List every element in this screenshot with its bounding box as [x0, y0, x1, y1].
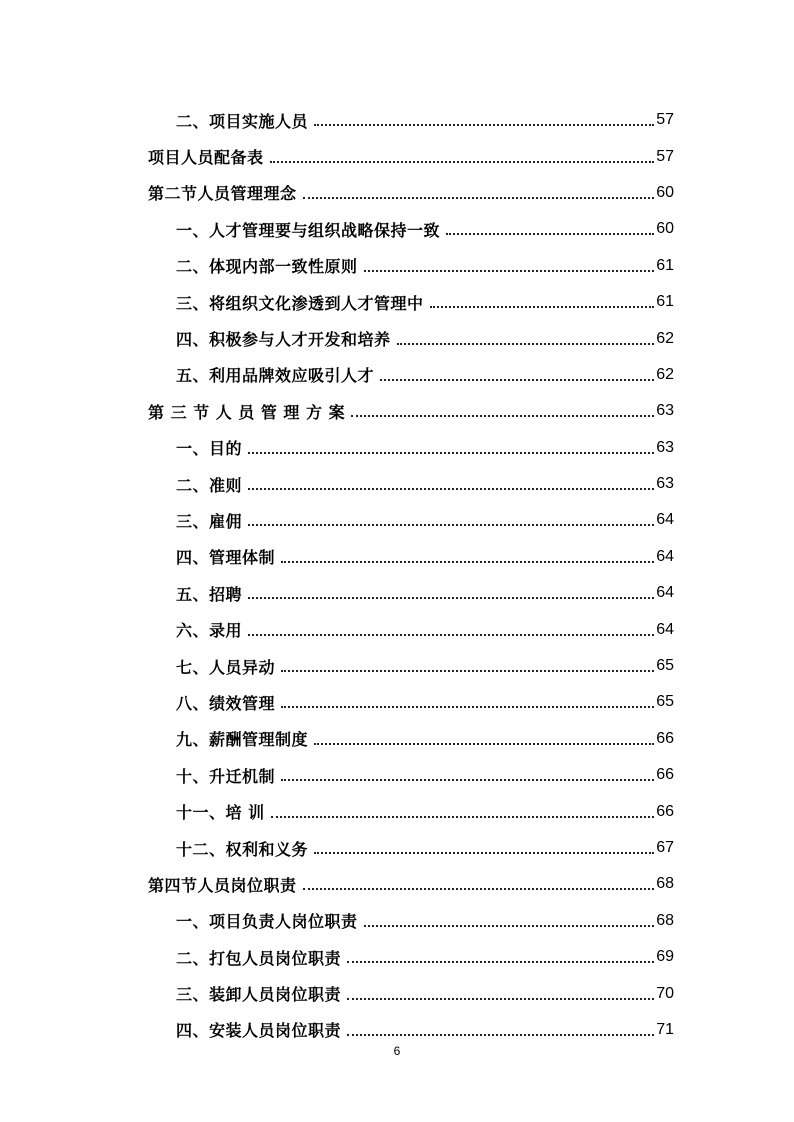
toc-entry-page: 64 [656, 547, 674, 565]
dot-leader [351, 415, 654, 417]
toc-entry-title: 第四节人员岗位职责 [148, 875, 297, 895]
toc-entry[interactable] [148, 357, 674, 393]
toc-entry-title: 第 三 节 人 员 管 理 方 案 [148, 402, 346, 422]
toc-entry-page: 66 [656, 729, 674, 747]
toc-entry-title: 二、项目实施人员 [176, 111, 309, 131]
toc-entry-page: 66 [656, 766, 674, 784]
dot-leader [380, 379, 654, 381]
toc-entry[interactable] [148, 430, 674, 466]
toc-entry[interactable] [148, 138, 674, 174]
toc-entry-title: 十二、权利和义务 [176, 839, 309, 859]
toc-entry-page: 65 [656, 657, 674, 675]
dot-leader [281, 706, 654, 708]
dot-leader [347, 998, 654, 1000]
toc-entry-page: 57 [656, 147, 674, 165]
toc-entry-page: 66 [656, 802, 674, 820]
dot-leader [347, 961, 654, 963]
toc-entry-title: 三、将组织文化渗透到人才管理中 [176, 293, 424, 313]
toc-entry[interactable] [148, 211, 674, 247]
toc-entry-title: 十、升迁机制 [176, 766, 276, 786]
toc-entry-page: 62 [656, 365, 674, 383]
toc-entry-page: 63 [656, 402, 674, 420]
toc-entry[interactable] [148, 575, 674, 611]
dot-leader [303, 197, 655, 199]
dot-leader [248, 488, 654, 490]
toc-entry-title: 二、准则 [176, 475, 243, 495]
toc-entry-title: 八、绩效管理 [176, 693, 276, 713]
dot-leader [281, 561, 654, 563]
toc-entry-page: 61 [656, 256, 674, 274]
toc-entry[interactable] [148, 793, 674, 829]
toc-entry[interactable] [148, 684, 674, 720]
toc-entry-page: 57 [656, 111, 674, 129]
dot-leader [430, 306, 655, 308]
dot-leader [303, 888, 655, 890]
toc-entry[interactable] [148, 757, 674, 793]
toc-entry-title: 项目人员配备表 [148, 148, 264, 168]
dot-leader [248, 634, 654, 636]
toc-entry[interactable] [148, 539, 674, 575]
toc-entry-page: 60 [656, 220, 674, 238]
toc-entry-title: 一、人才管理要与组织战略保持一致 [176, 220, 441, 240]
dot-leader [248, 524, 654, 526]
toc-entry[interactable] [148, 284, 674, 320]
toc-entry-page: 68 [656, 911, 674, 929]
dot-leader [446, 233, 654, 235]
toc-entry[interactable] [148, 975, 674, 1011]
toc-entry-title: 二、打包人员岗位职责 [176, 948, 342, 968]
dot-leader [248, 597, 654, 599]
dot-leader [314, 743, 654, 745]
toc-entry-title: 五、招聘 [176, 584, 243, 604]
toc-entry-page: 64 [656, 584, 674, 602]
toc-entry-title: 五、利用品牌效应吸引人才 [176, 366, 375, 386]
toc-entry-page: 64 [656, 511, 674, 529]
toc-entry[interactable] [148, 102, 674, 138]
toc-entry-title: 第二节人员管理理念 [148, 184, 297, 204]
toc-entry[interactable] [148, 648, 674, 684]
toc-entry-title: 十一、培 训 [176, 803, 265, 823]
dot-leader [364, 270, 655, 272]
toc-entry-page: 63 [656, 475, 674, 493]
toc-entry-title: 九、薪酬管理制度 [176, 730, 309, 750]
toc-entry[interactable] [148, 175, 674, 211]
dot-leader [248, 452, 654, 454]
toc-entry-page: 64 [656, 620, 674, 638]
dot-leader [314, 124, 654, 126]
toc-entry[interactable] [148, 248, 674, 284]
table-of-contents [148, 102, 674, 1048]
toc-entry[interactable] [148, 903, 674, 939]
toc-entry-page: 62 [656, 329, 674, 347]
toc-entry-page: 63 [656, 438, 674, 456]
toc-entry[interactable] [148, 939, 674, 975]
toc-entry-page: 68 [656, 875, 674, 893]
toc-entry-title: 七、人员异动 [176, 657, 276, 677]
toc-entry[interactable] [148, 721, 674, 757]
dot-leader [281, 670, 654, 672]
toc-entry-title: 四、积极参与人才开发和培养 [176, 330, 391, 350]
toc-entry-page: 65 [656, 693, 674, 711]
toc-entry-title: 四、管理体制 [176, 548, 276, 568]
toc-entry-page: 70 [656, 984, 674, 1002]
toc-entry[interactable] [148, 393, 674, 429]
toc-entry-title: 三、装卸人员岗位职责 [176, 985, 342, 1005]
toc-entry[interactable] [148, 866, 674, 902]
toc-entry-page: 71 [656, 1020, 674, 1038]
dot-leader [314, 852, 654, 854]
dot-leader [281, 779, 654, 781]
toc-entry[interactable] [148, 466, 674, 502]
toc-entry[interactable] [148, 1012, 674, 1048]
dot-leader [364, 925, 655, 927]
page-number: 6 [393, 1044, 401, 1058]
dot-leader [397, 343, 655, 345]
toc-entry-title: 一、目的 [176, 439, 243, 459]
toc-entry-title: 三、雇佣 [176, 511, 243, 531]
toc-entry-page: 67 [656, 839, 674, 856]
toc-entry-page: 60 [656, 183, 674, 201]
toc-entry[interactable] [148, 320, 674, 356]
toc-entry[interactable] [148, 830, 674, 866]
toc-entry-title: 四、安装人员岗位职责 [176, 1021, 342, 1041]
dot-leader [270, 161, 655, 163]
dot-leader [347, 1034, 654, 1036]
dot-leader [271, 816, 655, 818]
toc-entry-page: 61 [656, 293, 674, 311]
toc-entry[interactable] [148, 611, 674, 647]
toc-entry-page: 69 [656, 948, 674, 966]
toc-entry-title: 二、体现内部一致性原则 [176, 257, 358, 277]
toc-entry[interactable] [148, 502, 674, 538]
toc-entry-title: 一、项目负责人岗位职责 [176, 912, 358, 932]
toc-entry-title: 六、录用 [176, 621, 243, 641]
